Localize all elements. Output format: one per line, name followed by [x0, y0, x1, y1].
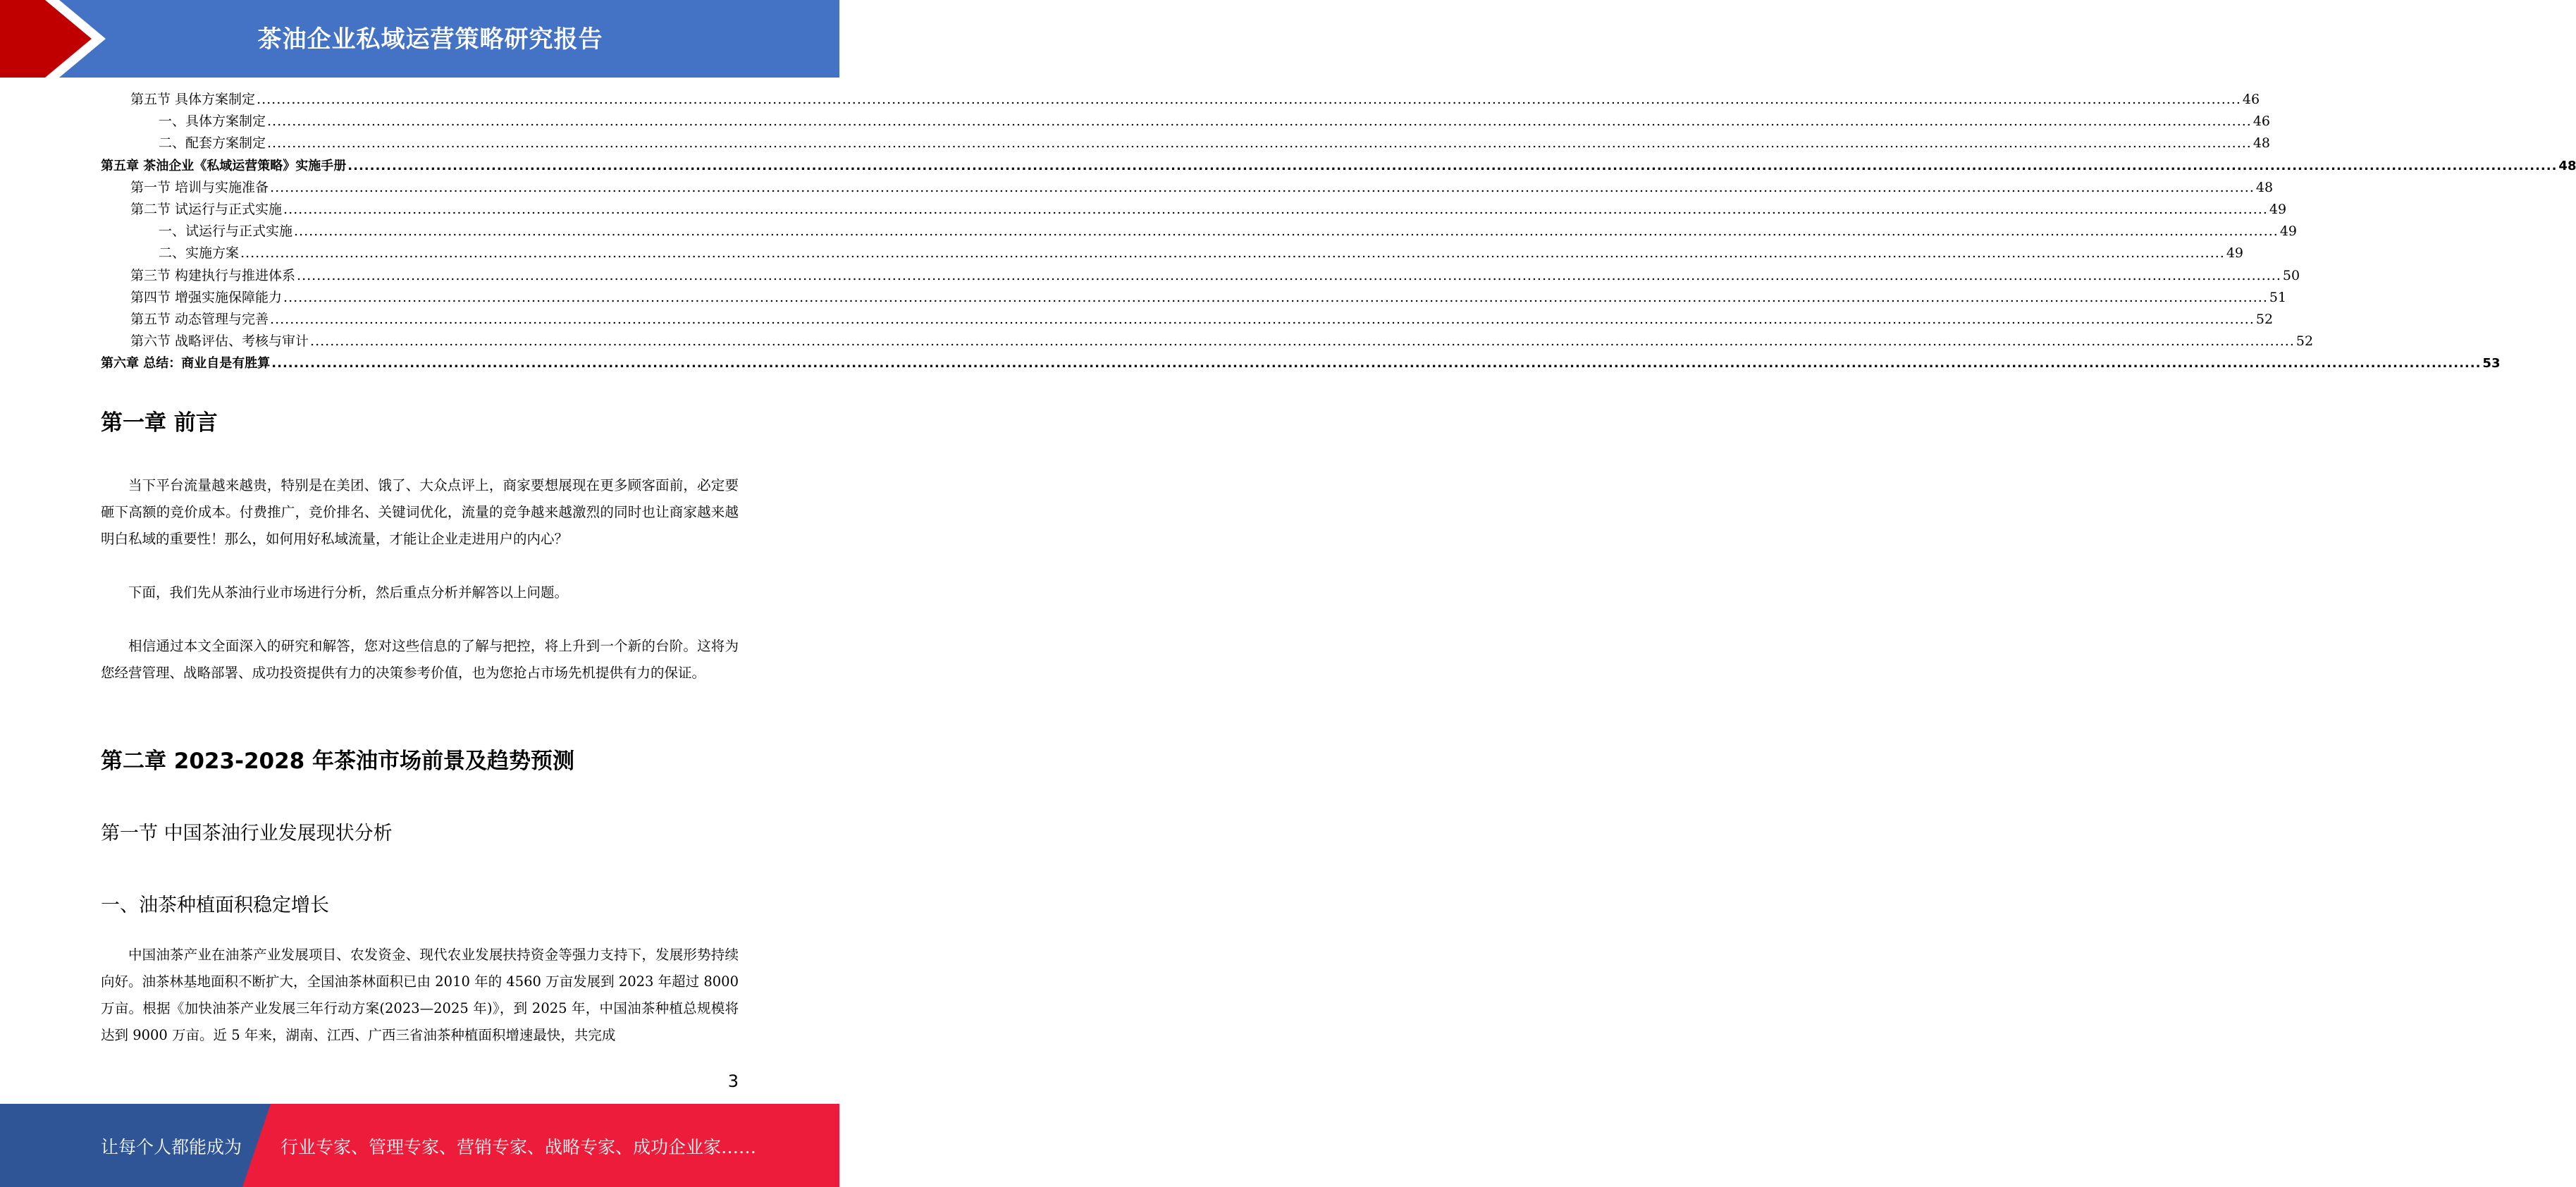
- toc-dot-leader: ................................................................................................................................................................................................................................................................................................................................................................................................................: [267, 113, 2252, 130]
- toc-entry-title: 第六节 战略评估、考核与审计: [130, 333, 309, 350]
- toc-entry-title: 二、配套方案制定: [159, 135, 266, 152]
- page-header: [0, 0, 839, 78]
- toc-dot-leader: ................................................................................................................................................................................................................................................................................................................................................................................................................: [297, 267, 2281, 283]
- footer-slogan-left: 让每个人都能成为: [101, 1137, 242, 1157]
- toc-entry-title: 第二节 试运行与正式实施: [130, 201, 283, 217]
- toc-entry[interactable]: [101, 133, 2271, 154]
- toc-dot-leader: ................................................................................................................................................................................................................................................................................................................................................................................................................: [347, 158, 2558, 173]
- toc-dot-leader: ................................................................................................................................................................................................................................................................................................................................................................................................................: [270, 311, 2255, 327]
- toc-entry-title: 第一节 培训与实施准备: [130, 179, 269, 195]
- toc-entry-page: 50: [2282, 267, 2300, 283]
- toc-entry-title: 第五节 具体方案制定: [130, 92, 256, 107]
- footer-slogan-right: 行业专家、管理专家、营销专家、战略专家、成功企业家……: [281, 1137, 757, 1157]
- toc-dot-leader: ................................................................................................................................................................................................................................................................................................................................................................................................................: [283, 201, 2268, 217]
- toc-dot-leader: ................................................................................................................................................................................................................................................................................................................................................................................................................: [257, 92, 2241, 107]
- toc-entry[interactable]: [101, 309, 2274, 331]
- toc-entry-page: 49: [2226, 245, 2244, 262]
- toc-entry-title: 第五节 动态管理与完善: [130, 311, 269, 327]
- chapter1-paragraph-1: 当下平台流量越来越贵，特别是在美团、饿了、大众点评上，商家要想展现在更多顾客面前，必定要砸下高额的竞价成本。付费推广，竞价排名、关键词优化，流量的竞争越来越激烈的同时也让商家越来越明白私域的重要性！那么，如何用好私域流量，才能让企业走进用户的内心？: [101, 477, 739, 547]
- toc-entry-page: 53: [2482, 356, 2501, 371]
- report-title: 茶油企业私域运营策略研究报告: [257, 25, 603, 54]
- toc-entry-page: 52: [2295, 333, 2314, 350]
- toc-entry[interactable]: [101, 242, 2244, 264]
- toc-entry-title: 第四节 增强实施保障能力: [130, 289, 283, 305]
- chapter1-paragraph-2: 下面，我们先从茶油行业市场进行分析，然后重点分析并解答以上问题。: [128, 584, 569, 601]
- toc-dot-leader: ................................................................................................................................................................................................................................................................................................................................................................................................................: [267, 135, 2252, 152]
- toc-entry[interactable]: [101, 265, 2300, 287]
- toc-entry[interactable]: [101, 221, 2298, 242]
- toc-entry-page: 52: [2255, 311, 2274, 327]
- toc-entry-page: 48: [2255, 179, 2274, 195]
- toc-entry-title: 一、试运行与正式实施: [159, 223, 293, 240]
- toc-entry[interactable]: [101, 287, 2287, 309]
- toc-entry-page: 49: [2269, 201, 2287, 217]
- toc-entry-title: 第三节 构建执行与推进体系: [130, 267, 296, 283]
- chapter1-paragraph-3: 相信通过本文全面深入的研究和解答，您对这些信息的了解与把控，将上升到一个新的台阶。这将为您经营管理、战略部署、成功投资提供有力的决策参考价值，也为您抢占市场先机提供有力的保证。: [101, 638, 739, 681]
- page-number: 3: [727, 1071, 739, 1091]
- toc-dot-leader: ................................................................................................................................................................................................................................................................................................................................................................................................................: [294, 223, 2279, 240]
- chapter2-heading: 第二章 2023-2028 年茶油市场前景及趋势预测: [101, 749, 575, 774]
- toc-entry-title: 第六章 总结：商业自是有胜算: [101, 356, 271, 371]
- toc-entry[interactable]: [101, 331, 2314, 352]
- toc-entry[interactable]: [101, 199, 2287, 221]
- toc-entry-page: 48: [2558, 158, 2576, 173]
- toc-entry-page: 48: [2253, 135, 2271, 152]
- table-of-contents: [101, 89, 2576, 374]
- toc-entry[interactable]: [101, 89, 2260, 111]
- section1-paragraph-1: 中国油茶产业在油茶产业发展项目、农发资金、现代农业发展扶持资金等强力支持下，发展形势持续向好。油茶林基地面积不断扩大，全国油茶林面积已由 2010 年的 4560 万亩发展到 2023 年超过 8000 万亩。根据《加快油茶产业发展三年行动方案(2023—2025 年)》，到 2025 年，中国油茶种植总规模将达到 9000 万亩。近 5 年来，湖南、江西、广西三省油茶种植面积增速最快，共完成: [101, 947, 739, 1043]
- toc-dot-leader: ................................................................................................................................................................................................................................................................................................................................................................................................................: [271, 356, 2482, 371]
- toc-entry-page: 46: [2242, 92, 2260, 107]
- toc-entry-page: 51: [2269, 289, 2287, 305]
- toc-entry[interactable]: [101, 352, 2501, 374]
- subsection1-heading: 一、油茶种植面积稳定增长: [101, 894, 329, 916]
- toc-entry-title: 第五章 茶油企业《私域运营策略》实施手册: [101, 158, 347, 173]
- toc-entry[interactable]: [101, 155, 2576, 177]
- toc-dot-leader: ................................................................................................................................................................................................................................................................................................................................................................................................................: [283, 289, 2268, 305]
- toc-entry[interactable]: [101, 177, 2274, 199]
- toc-entry-title: 二、实施方案: [159, 245, 240, 262]
- toc-dot-leader: ................................................................................................................................................................................................................................................................................................................................................................................................................: [240, 245, 2225, 262]
- section1-heading: 第一节 中国茶油行业发展现状分析: [101, 823, 393, 844]
- toc-entry[interactable]: [101, 111, 2271, 133]
- toc-dot-leader: ................................................................................................................................................................................................................................................................................................................................................................................................................: [310, 333, 2295, 350]
- chapter1-heading: 第一章 前言: [101, 410, 218, 436]
- toc-dot-leader: ................................................................................................................................................................................................................................................................................................................................................................................................................: [270, 179, 2255, 195]
- toc-entry-page: 46: [2253, 113, 2271, 130]
- toc-entry-title: 一、具体方案制定: [159, 113, 266, 130]
- page-footer: [0, 1104, 839, 1187]
- toc-entry-page: 49: [2279, 223, 2298, 240]
